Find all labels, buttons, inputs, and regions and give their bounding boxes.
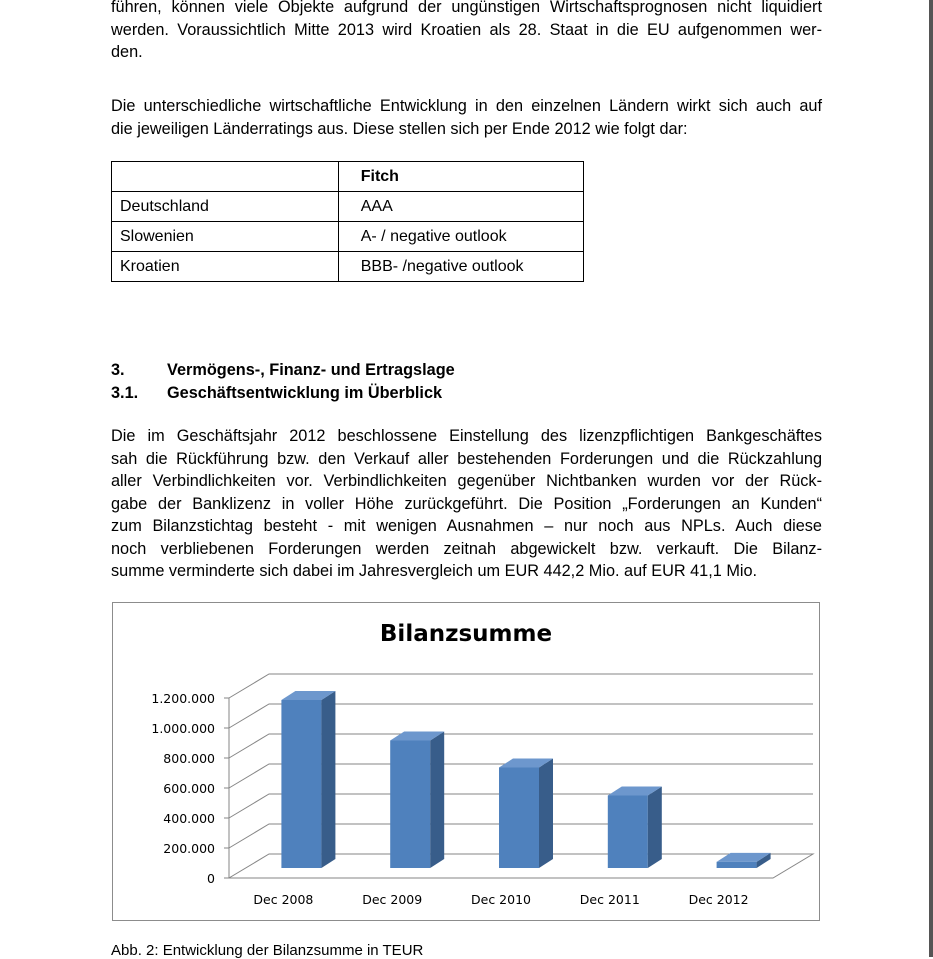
chart-y-tick-label: 0 [207,871,215,886]
table-cell-country: Slowenien [112,222,339,252]
table-header-cell [112,162,339,192]
paragraph-business-development [111,425,822,583]
chart-plot-area [151,674,813,907]
chart-x-tick-label: Dec 2011 [579,892,640,907]
table-row [112,192,584,222]
figure-caption: Abb. 2: Entwicklung der Bilanzsumme in TEUR [111,942,424,959]
text-line: werden. Voraussichtlich Mitte 2013 wird Kroatien als 28. Staat in die EU aufgenommen wer- [111,20,822,39]
text-line: Die unterschiedliche wirtschaftliche Entwicklung in den einzelnen Ländern wirkt sich auch auf [111,97,822,115]
chart-canvas [113,603,819,920]
paragraph-economy [111,0,822,64]
subsection-title: Geschäftsentwicklung im Überblick [167,384,443,402]
section-title: Vermögens-, Finanz- und Ertragslage [167,361,455,379]
chart-y-tick-label: 1.000.000 [151,721,215,736]
table-cell-rating: BBB- /negative outlook [338,252,583,282]
table-header-cell: Fitch [338,162,583,192]
subsection-number: 3.1. [111,384,139,402]
chart-bar-front [281,700,321,868]
table-cell-rating: AAA [338,192,583,222]
chart-x-tick-label: Dec 2010 [471,892,531,907]
text-line: noch verbliebenen Forderungen werden zeitnah abgewickelt bzw. verkauft. Die Bilanz- [111,539,822,558]
chart-title: Bilanzsumme [379,621,553,647]
text-line: gabe der Banklizenz in voller Höhe zurückgeführt. Die Position „Forderungen an Kunden“ [111,494,822,513]
chart-x-tick-label: Dec 2009 [362,892,423,907]
text-line: summe verminderte sich dabei im Jahresvergleich um EUR 442,2 Mio. auf EUR 41,1 Mio. [111,562,758,580]
text-line: Die im Geschäftsjahr 2012 beschlossene Einstellung des lizenzpflichtigen Bankgeschäftes [111,427,822,445]
section-heading [111,361,455,380]
text-line: die jeweiligen Länderratings aus. Diese stellen sich per Ende 2012 wie folgt dar: [111,119,688,138]
chart-bar-side [430,732,444,869]
chart-bar-side [539,759,553,869]
chart-y-tick-label: 1.200.000 [151,691,215,706]
table-row [112,222,584,252]
chart-y-tick-label: 400.000 [163,811,215,826]
text-line: führen, können viele Objekte aufgrund der ungünstigen Wirtschaftsprognosen nicht liquidiert [111,0,822,16]
chart-bar-side [648,787,662,868]
chart-bar-front [608,796,648,868]
table-cell-country: Kroatien [112,252,339,282]
text-line: sah die Rückführung bzw. den Verkauf aller bestehenden Forderungen und die Rückzahlung [111,449,822,468]
section-number: 3. [111,361,125,379]
table-cell-rating: A- / negative outlook [338,222,583,252]
country-ratings-table [111,161,584,282]
chart-y-tick-label: 800.000 [163,751,215,766]
chart-x-tick-label: Dec 2012 [688,892,749,907]
chart-x-tick-label: Dec 2008 [253,892,314,907]
table-cell-country: Deutschland [112,192,339,222]
chart-bar-side [321,691,335,868]
balance-sheet-chart [112,602,820,921]
chart-bar-front [499,768,539,869]
subsection-heading [111,384,442,403]
chart-bar-front [390,741,430,869]
text-line: zum Bilanzstichtag besteht - mit wenigen Ausnahmen – nur noch aus NPLs. Auch diese [111,517,822,535]
chart-y-tick-label: 200.000 [163,841,215,856]
table-row [112,252,584,282]
paragraph-ratings-intro [111,95,822,140]
chart-bar-front [717,862,757,868]
table-header-row [112,162,584,192]
text-line: aller Verbindlichkeiten vor. Verbindlichkeiten gegenüber Nichtbanken wurden vor der Rück- [111,472,822,490]
chart-y-tick-label: 600.000 [163,781,215,796]
text-line: den. [111,43,143,61]
